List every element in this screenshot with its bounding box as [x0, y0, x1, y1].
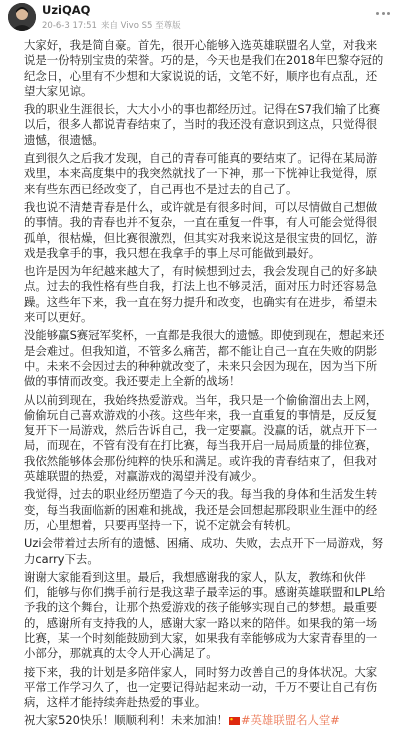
paragraph: 从以前到现在，我始终热爱游戏。当年，我只是一个偷偷溜出去上网，偷偷玩自己喜欢游戏的小孩。这些年来，我一直重复的事情是，反反复复开下一局游戏，然后告诉自己，我一定要赢。没赢的话，就点开下一局，而现在，不管有没有在打比赛，每当我开启一局局质量的排位赛，我依然能够体会那份纯粹的快乐和满足。或许我的青春结束了，但我对英雄联盟的热爱，对赢游戏的渴望并没有减少。	[24, 392, 378, 484]
closing-line	[24, 713, 386, 728]
post-body	[24, 38, 386, 732]
flag-icon	[229, 717, 240, 725]
paragraph: Uzi会带着过去所有的遗憾、困痛、成功、失败，去点开下一局游戏，努力carry下去。	[24, 536, 384, 566]
more-options-icon[interactable]	[372, 6, 394, 20]
post-meta	[42, 19, 181, 31]
post-header	[0, 0, 400, 34]
paragraph: 接下来，我的计划是多陪伴家人，同时努力改善自己的身体状况。大家平常工作学习久了，也一定要记得站起来动一动，千万不要让自己有伤病，这样才能持续奔赴热爱的事业。	[24, 664, 378, 710]
avatar[interactable]	[8, 3, 36, 31]
paragraph: 我的职业生涯很长，大大小小的事也都经历过。记得在S7我们输了比赛以后，很多人都说青春结束了，当时的我还没有意识到这点，只觉得很遗憾，很遗憾。	[24, 102, 381, 147]
closing-text: 祝大家520快乐！顺顺利利！未来加油！	[24, 713, 228, 728]
paragraph: 我觉得，过去的职业经历塑造了今天的我。每当我的身体和生活发生转变，每当我面临新的困难和挑战，我还是会回想起那段职业生涯中的经历，心里想着，只要再坚持一下，说不定就会有转机。	[24, 487, 378, 532]
paragraph: 直到很久之后我才发现，自己的青春可能真的要结束了。记得在某局游戏里，本来高度集中的我突然就找了一下神，那一下恍神让我觉得，原来有些东西已经改变了，自己再也不是过去的自己了。	[24, 151, 378, 196]
hashtag-link[interactable]: #英雄联盟名人堂#	[241, 713, 340, 728]
paragraph: 我也说不清楚青春是什么，或许就是有很多时间，可以尽情做自己想做的事情。我的青春也并不复杂，一直在重复一件事，有人可能会觉得很孤单，很枯燥，但比赛很激烈，但其实对我来说这是很宝贵的回忆，游戏是我拿手的事，我只想在我拿手的事上尽可能做到最好。	[24, 199, 378, 260]
post-source: 来自 Vivo S5 至尊版	[100, 21, 181, 31]
paragraph: 也许是因为年纪越来越大了，有时候想到过去，我会发现自己的好多缺点。过去的我性格有些自我，打法上也不够灵活，面对压力时还容易急躁。这些年下来，我一直在努力提升和改变，也确实有在进步，希望未来可以更好。	[24, 264, 378, 325]
username[interactable]: UziQAQ	[42, 3, 91, 17]
paragraph: 谢谢大家能看到这里。最后，我想感谢我的家人，队友，教练和伙伴们，能够与你们携手前行是我这辈子最幸运的事。感谢英雄联盟和LPL给予我的这个舞台，让那个热爱游戏的孩子能够实现自己的梦想。最重要的，感谢所有支持我的人，感谢大家一路以来的陪伴。如果我的第一场比赛，某一个时刻能鼓励到大家，如果我有幸能够成为大家青春里的一小部分，那就真的太令人开心满足了。	[24, 569, 386, 661]
avatar-image	[8, 3, 36, 31]
paragraph: 大家好，我是简自豪。首先，很开心能够入选英雄联盟名人堂，对我来说是一份特别宝贵的荣誉。巧的是，今天也是我们在2018年巴黎夺冠的纪念日，心里有不少想和大家说说的话，文笔不好，顺序也有点乱，还望大家见谅。	[24, 38, 384, 98]
paragraph: 没能够赢S赛冠军奖杯，一直都是我很大的遗憾。即使到现在，想起来还是会难过。但我知道，不管多么痛苦，都不能让自己一直在失败的阴影中。未来不会因过去的种种就改变了，未来只会因为现在，因为当下所做的事情而改变。我还要走上全新的战场！	[24, 328, 385, 389]
post-timestamp: 20-6-3 17:51	[42, 21, 97, 31]
